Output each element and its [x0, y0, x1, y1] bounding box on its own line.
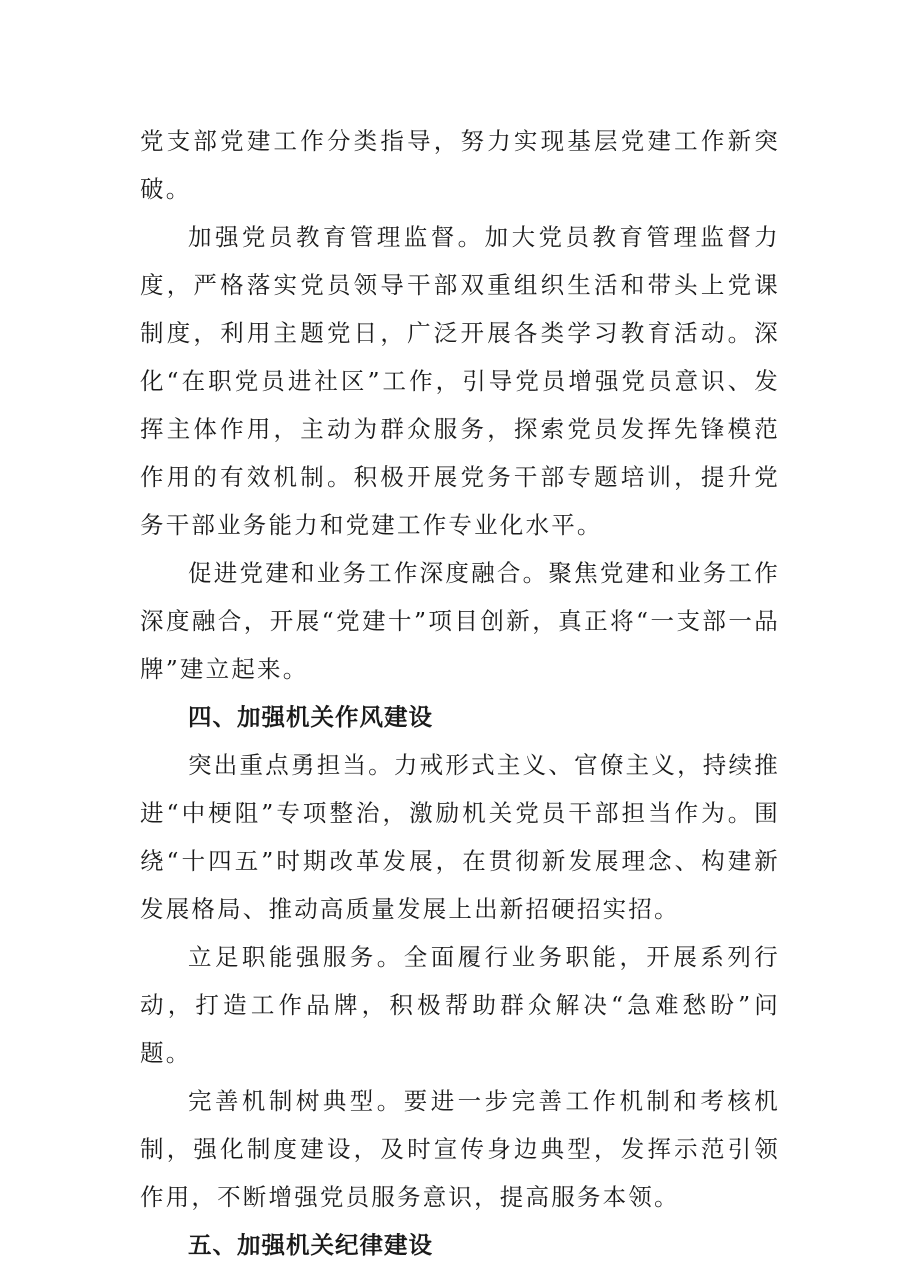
paragraph-mechanism: 完善机制树典型。要进一步完善工作机制和考核机制，强化制度建设，及时宣传身边典型，发挥示范引领作用，不断增强党员服务意识，提高服务本领。: [140, 1087, 780, 1211]
paragraph-member-education: 加强党员教育管理监督。加大党员教育管理监督力度，严格落实党员领导干部双重组织生活和带头上党课制度，利用主题党日，广泛开展各类学习教育活动。深化“在职党员进社区”工作，引导党员增强党员意识、发挥主体作用，主动为群众服务，探索党员发挥先锋模范作用的有效机制。积极开展党务干部专题培训，提升党务干部业务能力和党建工作专业化水平。: [140, 223, 780, 539]
section-heading-5: 五、加强机关纪律建设: [188, 1231, 433, 1259]
section-heading-4: 四、加强机关作风建设: [188, 703, 433, 731]
paragraph-service: 立足职能强服务。全面履行业务职能，开展系列行动，打造工作品牌，积极帮助群众解决“急难愁盼”问题。: [140, 943, 780, 1067]
paragraph-party-business-integration: 促进党建和业务工作深度融合。聚焦党建和业务工作深度融合，开展“党建十”项目创新，真正将“一支部一品牌”建立起来。: [140, 559, 780, 683]
paragraph-responsibility: 突出重点勇担当。力戒形式主义、官僚主义，持续推进“中梗阻”专项整治，激励机关党员干部担当作为。围绕“十四五”时期改革发展，在贯彻新发展理念、构建新发展格局、推动高质量发展上出新招硬招实招。: [140, 751, 780, 923]
paragraph-continuation: 党支部党建工作分类指导，努力实现基层党建工作新突破。: [140, 127, 780, 203]
document-body: [140, 117, 780, 1269]
